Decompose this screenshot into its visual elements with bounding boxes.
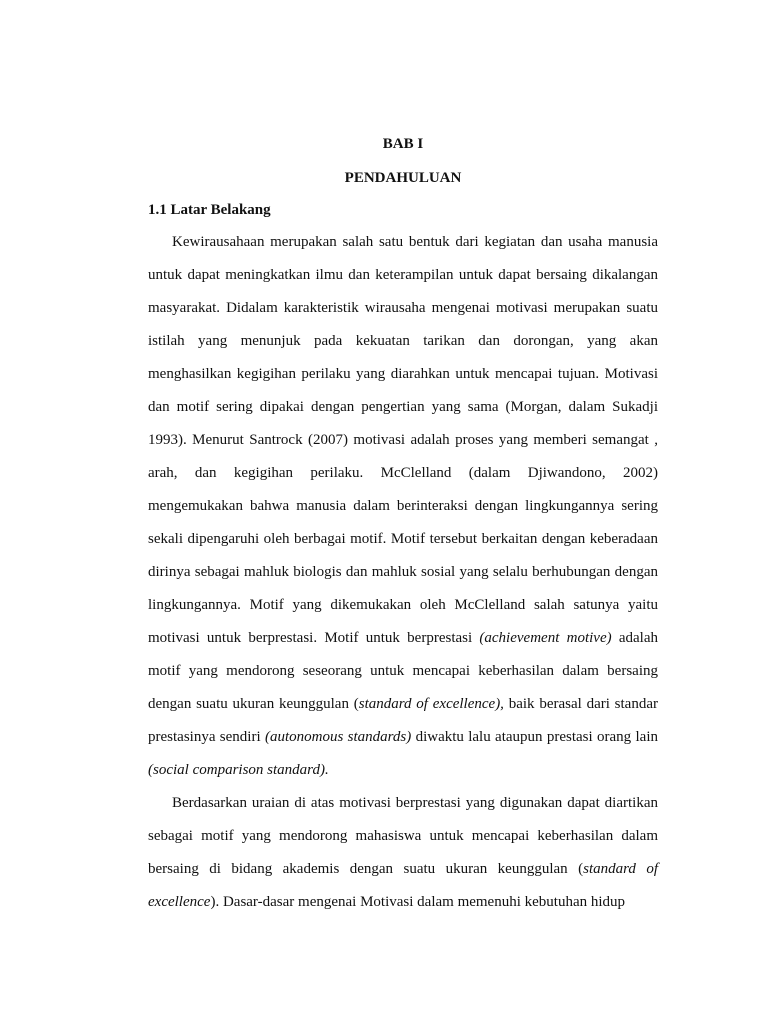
paragraph-1 <box>148 226 658 787</box>
text-segment: Kewirausahaan merupakan salah satu bentuk dari kegiatan dan usaha manusia untuk dapat meningkatkan ilmu dan keterampilan untuk dapat bersaing dikalangan masyarakat. Didalam karakteristik wirausaha mengenai motivasi merupakan suatu istilah yang menunjuk pada kekuatan tarikan dan dorongan, yang akan menghasilkan kegigihan perilaku yang diarahkan untuk mencapai tujuan. Motivasi dan motif sering dipakai dengan pengertian yang sama (Morgan, dalam Sukadji 1993). Menurut Santrock (2007) motivasi adalah proses yang memberi semangat , arah, dan kegigihan perilaku. McClelland (dalam Djiwandono, 2002) mengemukakan bahwa manusia dalam berinteraksi dengan lingkungannya sering sekali dipengaruhi oleh berbagai motif. Motif tersebut berkaitan dengan keberadaan dirinya sebagai mahluk biologis dan mahluk sosial yang selalu berhubungan dengan lingkungannya. Motif yang dikemukakan oleh McClelland salah satunya yaitu motivasi untuk berprestasi. Motif untuk berprestasi <box>148 234 658 646</box>
text-segment-italic: (social comparison standard). <box>148 762 329 778</box>
document-page <box>148 134 658 919</box>
text-segment: diwaktu lalu ataupun prestasi orang lain <box>411 729 658 745</box>
text-segment: adalah motif yang mendorong seseorang untuk mencapai keberhasilan dalam bersaing dengan suatu ukuran keunggulan ( <box>148 630 658 712</box>
text-segment-italic: (achievement motive) <box>479 630 612 646</box>
text-segment-italic: (autonomous standards) <box>264 729 412 745</box>
chapter-title: PENDAHULUAN <box>344 170 462 186</box>
section-heading: 1.1 Latar Belakang <box>148 202 271 218</box>
text-segment: Berdasarkan uraian di atas motivasi berprestasi yang digunakan dapat diartikan sebagai motif yang mendorong mahasiswa untuk mencapai keberhasilan dalam bersaing di bidang akademis dengan suatu ukuran keunggulan ( <box>148 795 658 877</box>
text-segment: baik berasal dari standar prestasinya sendiri <box>148 696 658 745</box>
text-segment-italic: standard of excellence <box>148 861 659 910</box>
text-segment-italic: standard of excellence), <box>358 696 504 712</box>
paragraph-2 <box>148 787 658 919</box>
chapter-label: BAB I <box>382 136 424 152</box>
text-segment: ). Dasar-dasar mengenai Motivasi dalam memenuhi kebutuhan hidup <box>210 894 626 910</box>
